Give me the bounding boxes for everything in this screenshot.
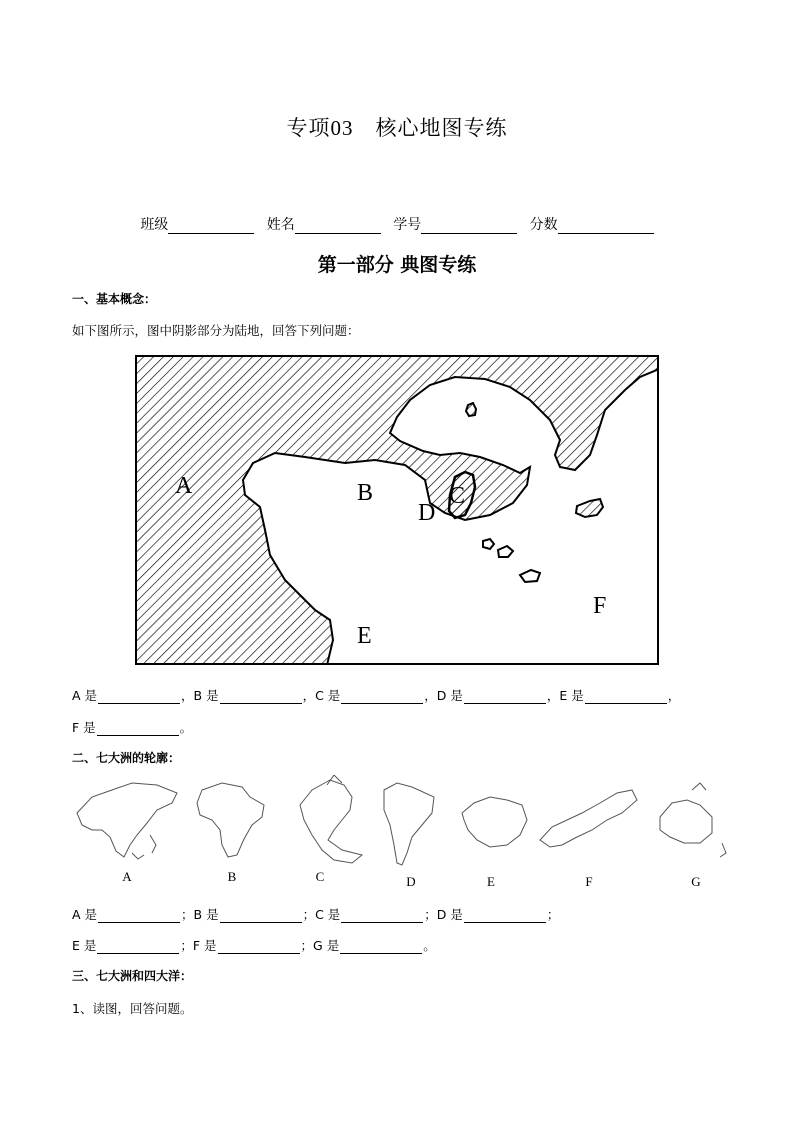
island-right: [576, 499, 603, 517]
section2-question-line2: [72, 936, 436, 954]
q2-b-label: ；B 是: [181, 907, 219, 922]
island-small-1: [483, 539, 494, 549]
section1-question-line1: [72, 686, 680, 704]
map-label-e: E: [357, 623, 372, 649]
continent-c-outline: [300, 775, 362, 863]
continent-label-a: A: [122, 869, 132, 884]
field-score-blank[interactable]: [558, 219, 654, 234]
map-label-a: A: [175, 473, 193, 499]
section3-heading: 三、七大洲和四大洋：: [72, 969, 193, 983]
q1-b-blank[interactable]: [220, 691, 302, 704]
continent-label-g: G: [691, 874, 701, 889]
student-info-row: [0, 214, 794, 234]
section2-question-line1: [72, 905, 559, 923]
q2-e-label: E 是: [72, 938, 97, 953]
q2-line2-end: 。: [423, 938, 436, 953]
island-top: [466, 403, 476, 416]
q1-line1-end: ，: [667, 688, 681, 703]
land-sea-map: [135, 355, 659, 665]
q1-c-blank[interactable]: [341, 691, 423, 704]
field-name: [267, 214, 381, 234]
q1-a-blank[interactable]: [98, 691, 180, 704]
map-label-f: F: [593, 593, 607, 619]
field-score-label: 分数: [529, 217, 558, 233]
q1-f-blank[interactable]: [97, 723, 179, 736]
continent-e-outline: [462, 797, 527, 847]
q2-d-blank[interactable]: [464, 910, 546, 923]
title-text: 核心地图专练: [375, 116, 508, 140]
island-small-3: [520, 570, 540, 582]
q1-e-blank[interactable]: [585, 691, 667, 704]
continent-g-outline: [660, 783, 726, 857]
q1-b-label: ，B 是: [181, 688, 219, 703]
map-label-c: C: [449, 483, 466, 509]
continent-a-outline: [77, 783, 177, 859]
continent-d-outline: [384, 783, 434, 865]
q2-d-label: ；D 是: [424, 907, 463, 922]
q2-g-label: ；G 是: [300, 938, 340, 953]
q1-d-label: ，D 是: [424, 688, 463, 703]
q1-f-label: F 是: [72, 720, 96, 735]
continent-label-b: B: [227, 869, 237, 884]
part-title: 第一部分 典图专练: [317, 254, 477, 276]
q2-c-blank[interactable]: [341, 910, 423, 923]
page-title: [0, 112, 794, 142]
field-id-blank[interactable]: [421, 219, 517, 234]
field-score: [530, 214, 654, 234]
section3-item1: 1、读图，回答问题。: [72, 1001, 193, 1016]
island-small-2: [498, 546, 513, 557]
continent-outlines: [72, 775, 742, 870]
q2-c-label: ；C 是: [302, 907, 341, 922]
section2-heading: 二、七大洲的轮廓：: [72, 751, 181, 765]
q2-a-blank[interactable]: [98, 910, 180, 923]
field-name-blank[interactable]: [295, 219, 381, 234]
continent-label-f: F: [585, 874, 593, 889]
q2-a-label: A 是: [72, 907, 98, 922]
q1-c-label: ，C 是: [302, 688, 341, 703]
q2-e-blank[interactable]: [97, 941, 179, 954]
field-id-label: 学号: [393, 217, 422, 233]
q1-line2-end: 。: [179, 720, 193, 735]
continent-f-outline: [540, 790, 637, 847]
continent-b-outline: [197, 783, 264, 857]
continent-label-c: C: [315, 869, 325, 884]
field-name-label: 姓名: [266, 217, 295, 233]
title-prefix: 专项: [286, 116, 331, 140]
q2-b-blank[interactable]: [220, 910, 302, 923]
section1-instruction: 如下图所示，图中阴影部分为陆地，回答下列问题：: [72, 323, 360, 338]
section1-heading: 一、基本概念：: [72, 292, 157, 306]
field-class: [140, 214, 254, 234]
q1-e-label: ，E 是: [546, 688, 584, 703]
field-id: [393, 214, 517, 234]
section1-question-line2: [72, 718, 192, 736]
q1-a-label: A 是: [72, 688, 98, 703]
map-label-d: D: [418, 500, 436, 526]
field-class-blank[interactable]: [168, 219, 254, 234]
continent-label-e: E: [487, 874, 495, 889]
continent-label-d: D: [406, 874, 416, 889]
map-label-b: B: [357, 480, 374, 506]
q2-g-blank[interactable]: [340, 941, 422, 954]
q1-d-blank[interactable]: [464, 691, 546, 704]
q2-f-label: ；F 是: [180, 938, 217, 953]
field-class-label: 班级: [140, 217, 169, 233]
title-number: 03: [330, 116, 354, 140]
q2-f-blank[interactable]: [218, 941, 300, 954]
q2-line1-end: ；: [546, 907, 560, 922]
